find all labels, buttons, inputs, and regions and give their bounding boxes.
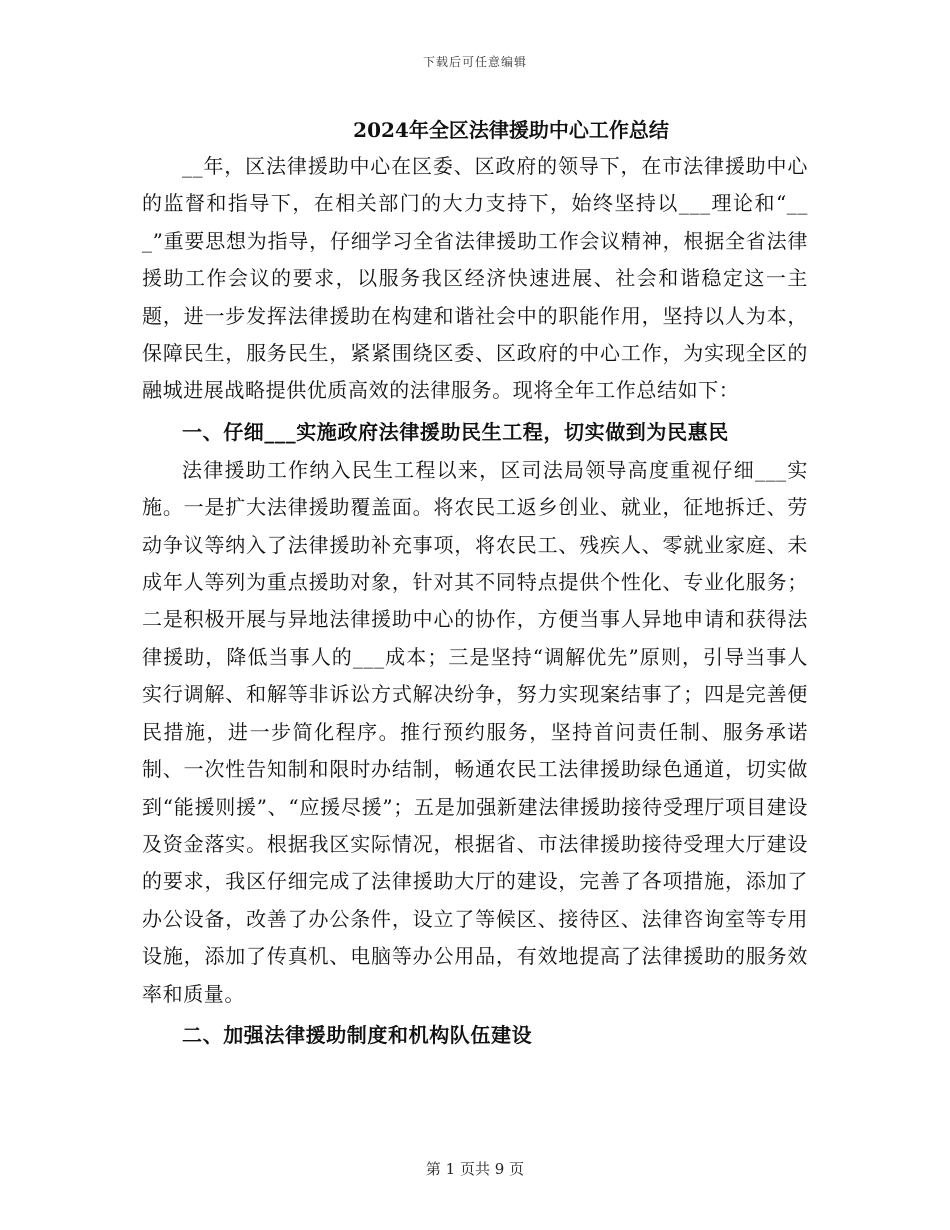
page-footer: [0, 1158, 950, 1179]
intro-paragraph: __年，区法律援助中心在区委、区政府的领导下，在市法律援助中心的监督和指导下，在相关部门的大力支持下，始终坚持以___理论和“___”重要思想为指导，仔细学习全省法律援助工作会议精神，根据全省法律援助工作会议的要求，以服务我区经济快速进展、社会和谐稳定这一主题，进一步发挥法律援助在构建和谐社会中的职能作用，坚持以人为本，保障民生，服务民生，紧紧围绕区委、区政府的中心工作，为实现全区的融城进展战略提供优质高效的法律服务。现将全年工作总结如下：: [142, 154, 808, 403]
header-note: 下载后可任意编辑: [422, 55, 527, 69]
section-2-heading: 二、加强法律援助制度和机构队伍建设: [182, 1022, 533, 1047]
page-header: [0, 53, 950, 70]
page-number: 第 1 页共 9 页: [425, 1160, 525, 1178]
document-title: 2024年全区法律援助中心工作总结: [353, 118, 669, 142]
section-1-paragraph: 法律援助工作纳入民生工程以来，区司法局领导高度重视仔细___实施。一是扩大法律援助覆盖面。将农民工返乡创业、就业，征地拆迁、劳动争议等纳入了法律援助补充事项，将农民工、残疾人、零就业家庭、未成年人等列为重点援助对象，针对其不同特点提供个性化、专业化服务；二是积极开展与异地法律援助中心的协作，方便当事人异地申请和获得法律援助，降低当事人的___成本；三是坚持“调解优先”原则，引导当事人实行调解、和解等非诉讼方式解决纷争，努力实现案结事了；四是完善便民措施，进一步简化程序。推行预约服务，坚持首问责任制、服务承诺制、一次性告知制和限时办结制，畅通农民工法律援助绿色通道，切实做到“能援则援”、“应援尽援”；五是加强新建法律援助接待受理厅项目建设及资金落实。根据我区实际情况，根据省、市法律援助接待受理大厅建设的要求，我区仔细完成了法律援助大厅的建设，完善了各项措施，添加了办公设备，改善了办公条件，设立了等候区、接待区、法律咨询室等专用设施，添加了传真机、电脑等办公用品，有效地提高了法律援助的服务效率和质量。: [142, 457, 808, 1006]
section-1-heading: 一、仔细___实施政府法律援助民生工程，切实做到为民惠民: [182, 419, 729, 444]
document-body: [142, 112, 808, 1055]
